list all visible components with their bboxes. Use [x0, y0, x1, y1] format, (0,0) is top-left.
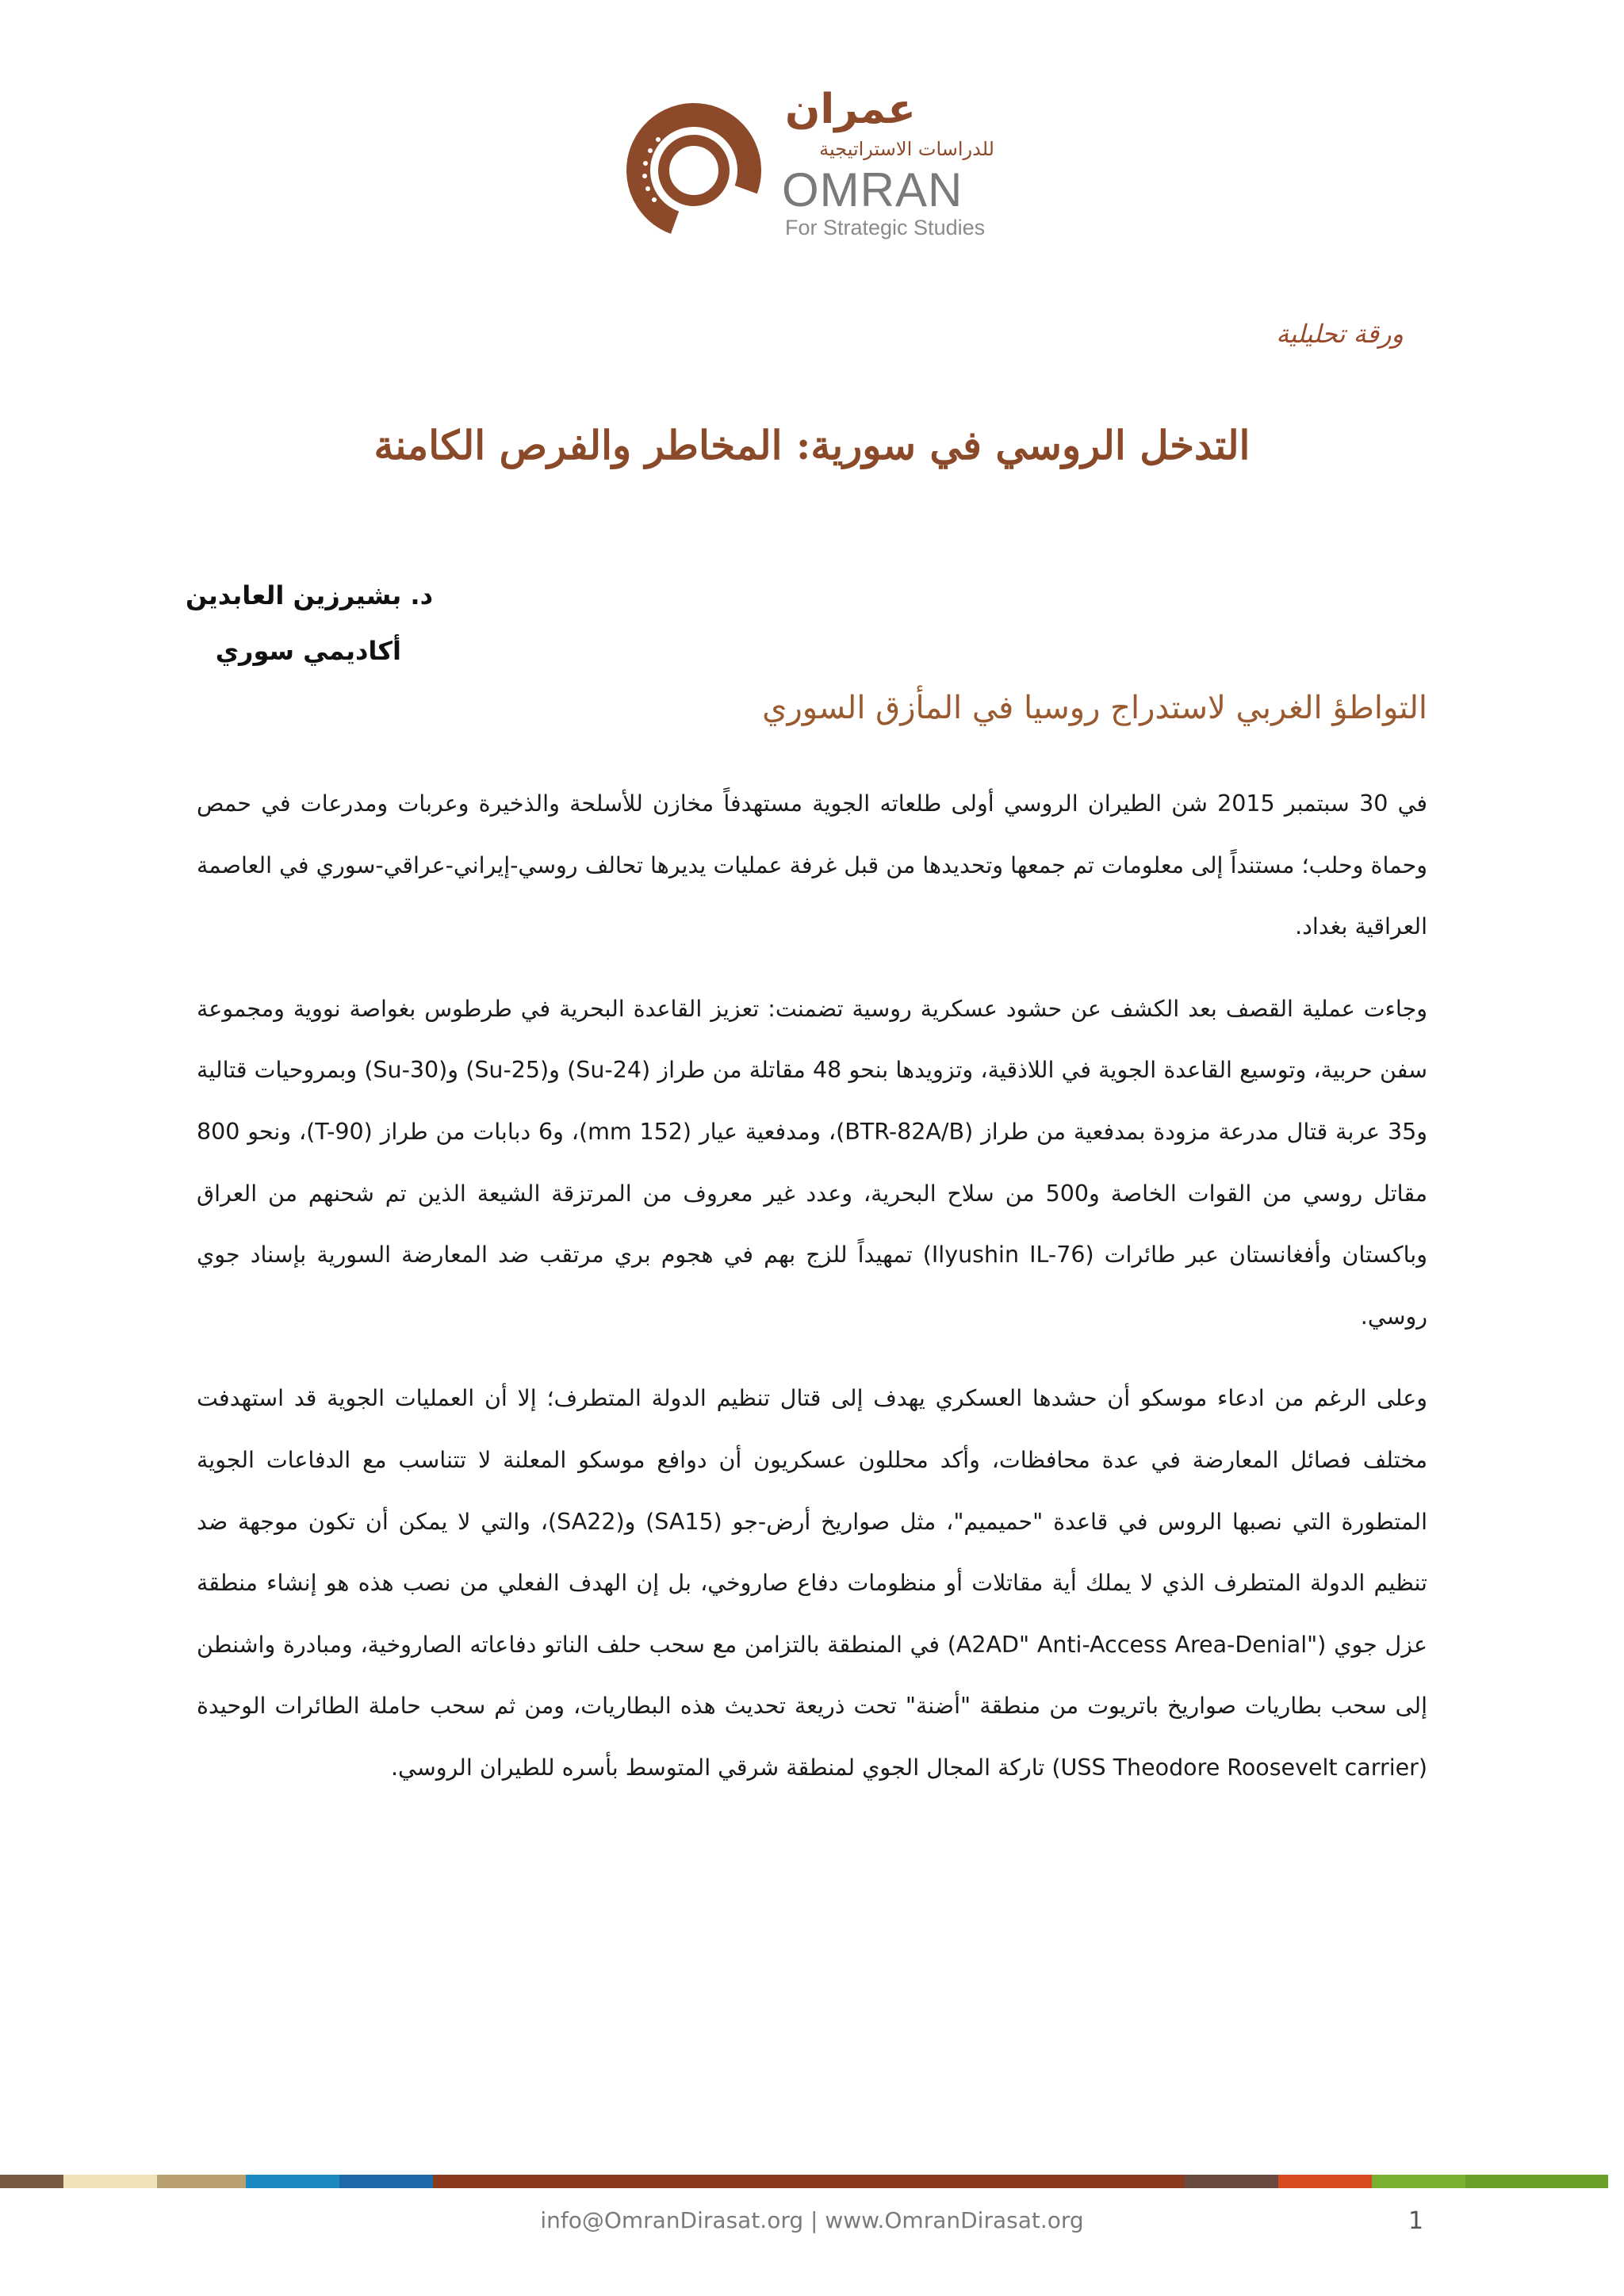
author-block: [186, 568, 433, 679]
logo-wordmark: [782, 86, 1015, 247]
omran-ring-icon: [619, 95, 769, 246]
color-bar-segment: [339, 2175, 433, 2188]
color-bar-segment: [1185, 2175, 1278, 2188]
color-bar-segment: [766, 2175, 1042, 2188]
section-heading: التواطؤ الغربي لاستدراج روسيا في المأزق السوري: [762, 690, 1427, 726]
color-bar-segment: [1465, 2175, 1608, 2188]
color-bar-segment: [0, 2175, 63, 2188]
page-number: 1: [1408, 2207, 1424, 2235]
color-bar-segment: [157, 2175, 246, 2188]
logo-arabic-tagline: للدراسات الاستراتيجية: [819, 138, 994, 160]
color-bar-segment: [1278, 2175, 1372, 2188]
document-type-label: ورقة تحليلية: [1276, 319, 1404, 349]
logo-english-tagline: For Strategic Studies: [785, 216, 986, 239]
color-bar-segment: [63, 2175, 157, 2188]
logo-arabic-name: عمران: [785, 86, 916, 133]
footer-contact-links: info@OmranDirasat.org | www.OmranDirasat.org: [540, 2207, 1084, 2233]
paragraph: وعلى الرغم من ادعاء موسكو أن حشدها العسكري يهدف إلى قتال تنظيم الدولة المتطرف؛ إلا أن العمليات الجوية قد استهدفت مختلف فصائل المعارضة في عدة محافظات، وأكد محللون عسكريون أن دوافع موسكو المعلنة لا تتناسب مع الدفاعات الجوية المتطورة التي نصبها الروس في قاعدة "حميميم"، مثل صواريخ أرض-جو (SA15) و(SA22)، والتي لا يمكن أن تكون موجهة ضد تنظيم الدولة المتطرف الذي لا يملك أية مقاتلات أو منظومات دفاع صاروخي، بل إن الهدف الفعلي من نصب هذه هو إنشاء منطقة عزل جوي ("A2AD" Anti-Access Area-Denial) في المنطقة بالتزامن مع سحب حلف الناتو دفاعاته الصاروخية، ومبادرة واشنطن إلى سحب بطاريات صواريخ باتريوت من منطقة "أضنة" تحت ذريعة تحديث هذه البطاريات، ومن ثم سحب حاملة الطائرات الوحيدة (USS Theodore Roosevelt carrier) تاركة المجال الجوي لمنطقة شرقي المتوسط بأسره للطيران الروسي.: [197, 1385, 1428, 1781]
color-bar-segment: [1042, 2175, 1185, 2188]
author-name: د. بشيرزين العابدين: [185, 580, 433, 610]
paragraph: وجاءت عملية القصف بعد الكشف عن حشود عسكرية روسية تضمنت: تعزيز القاعدة البحرية في طرطوس بغواصة نووية ومجموعة سفن حربية، وتوسيع القاعدة الجوية في اللاذقية، وتزويدها بنحو 48 مقاتلة من طراز (Su-24) و(Su-25) و(Su-30) وبمروحيات قتالية و35 عربة قتال مدرعة مزودة بمدفعية من طراز (BTR-82A/B)، ومدفعية عيار (152 mm)، و6 دبابات من طراز (T-90)، ونحو 800 مقاتل روسي من القوات الخاصة و500 من سلاح البحرية، وعدد غير معروف من المرتزقة الشيعة الذين تم شحنهم من العراق وباكستان وأفغانستان عبر طائرات (Ilyushin IL-76) تمهيداً للزج بهم في هجوم بري مرتقب ضد المعارضة السورية بإسناد جوي روسي.: [197, 995, 1428, 1330]
omran-logo: [619, 86, 1015, 247]
footer-color-bar: [0, 2175, 1624, 2188]
logo-english-name: OMRAN: [782, 163, 963, 216]
document-title: التدخل الروسي في سورية: المخاطر والفرص الكامنة: [373, 422, 1251, 469]
paragraph: في 30 سبتمبر 2015 شن الطيران الروسي أولى طلعاته الجوية مستهدفاً مخازن للأسلحة والذخيرة وعربات ومدرعات في حمص وحماة وحلب؛ مستنداً إلى معلومات تم جمعها وتحديدها من قبل غرفة عمليات يديرها تحالف روسي-إيراني-عراقي-سوري في العاصمة العراقية بغداد.: [197, 790, 1427, 940]
color-bar-segment: [1372, 2175, 1465, 2188]
author-affiliation: أكاديمي سوري: [215, 636, 401, 666]
color-bar-segment: [433, 2175, 766, 2188]
color-bar-segment: [246, 2175, 339, 2188]
body-text: [197, 773, 1427, 1820]
